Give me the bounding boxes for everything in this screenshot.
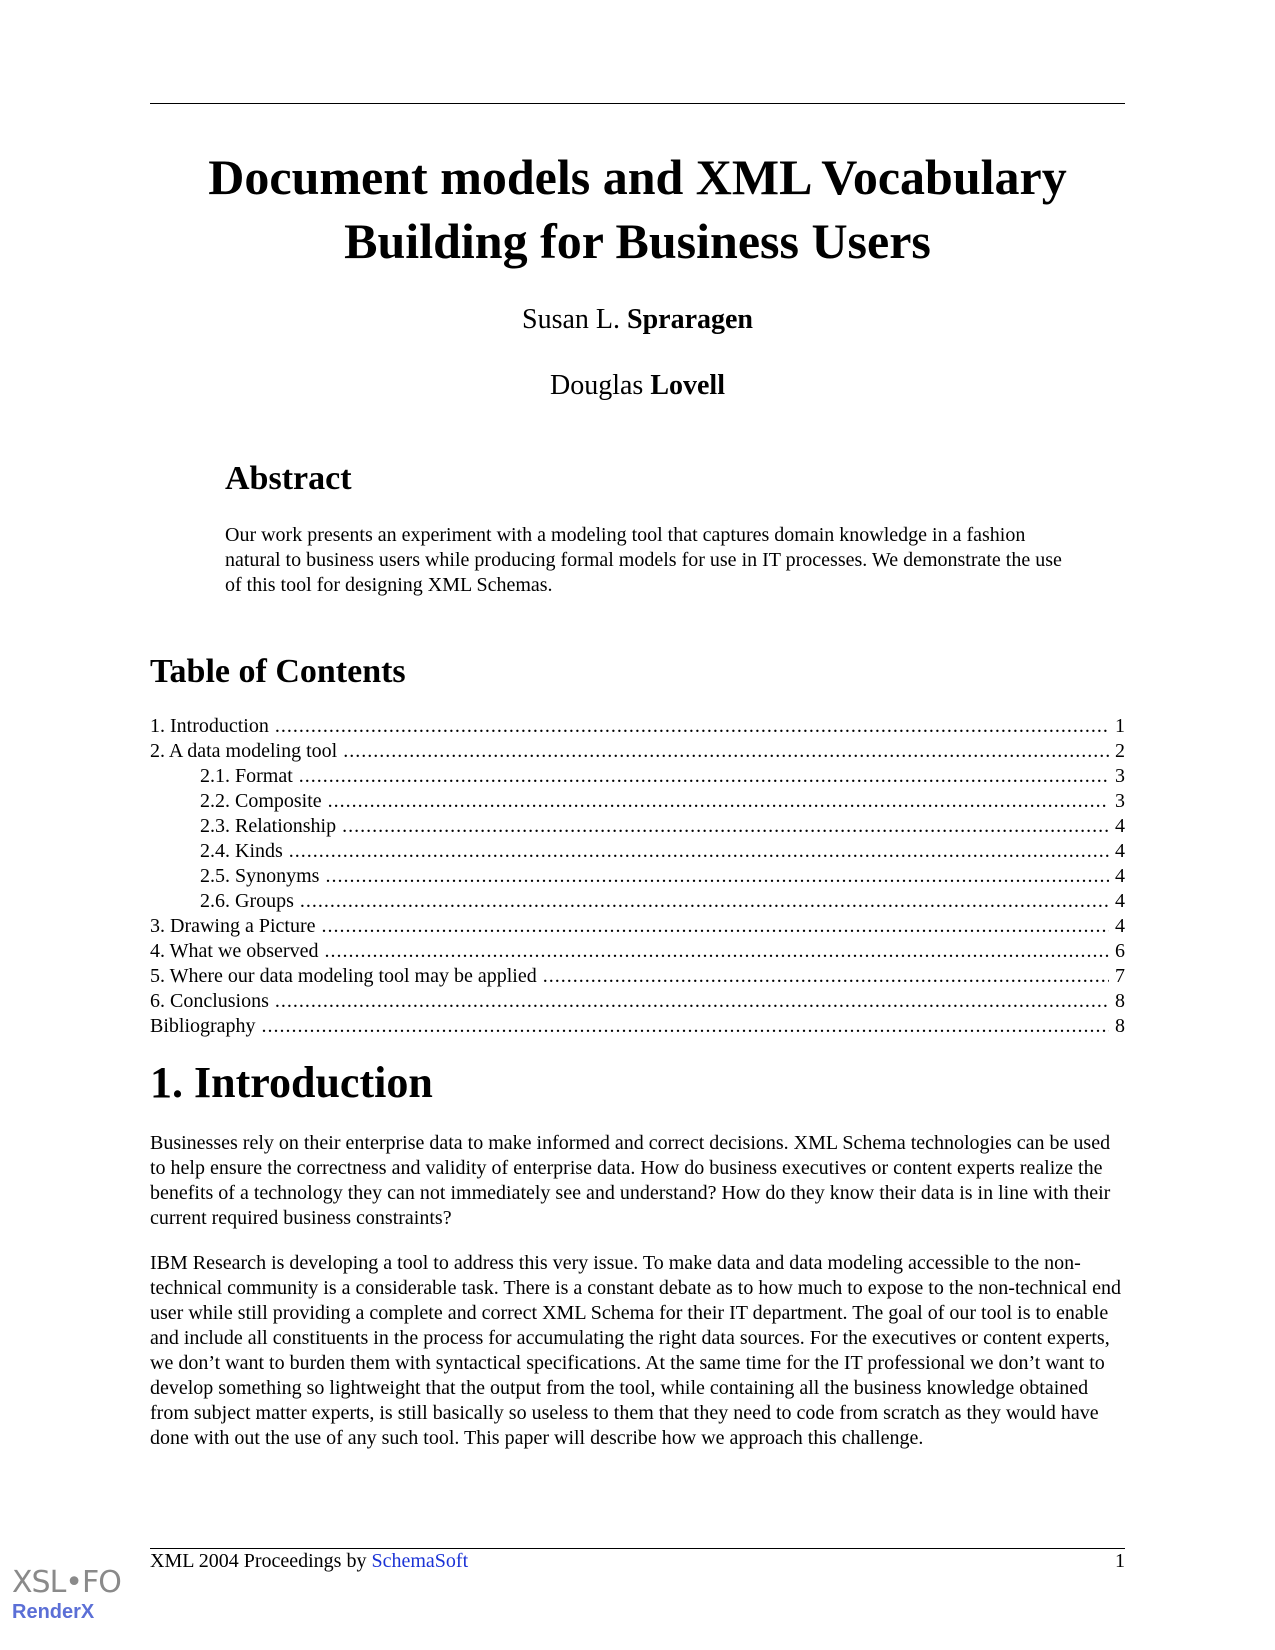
introduction-heading: 1. Introduction bbox=[150, 1058, 433, 1107]
toc-entry-label: 1. Introduction bbox=[150, 715, 269, 737]
renderx-badge[interactable] bbox=[12, 1566, 122, 1624]
toc-entry[interactable] bbox=[150, 814, 1125, 839]
toc-entry[interactable] bbox=[150, 864, 1125, 889]
introduction-paragraph-1: Businesses rely on their enterprise data to make informed and correct decisions. XML Schema technologies can be used to help ensure the correctness and validity of enterprise data. How do business executives or content experts realize the benefits of a technology they can not immediately see and understand? How do they know their data is in line with their current required business constraints? bbox=[150, 1132, 1111, 1229]
footer-page-number: 1 bbox=[1115, 1550, 1125, 1572]
toc-entry[interactable] bbox=[150, 839, 1125, 864]
renderx-logo-text: RenderX bbox=[12, 1601, 95, 1623]
introduction-paragraph-2: IBM Research is developing a tool to address this very issue. To make data and data modeling accessible to the non-technical community is a considerable task. There is a constant debate as to how much to expose to the non-technical end user while still providing a complete and correct XML Schema for their IT department. The goal of our tool is to enable and include all constituents in the process for accumulating the right data sources. For the executives or content experts, we don’t want to burden them with syntactical specifications. At the same time for the IT professional we don’t want to develop something so lightweight that the output from the tool, while containing all the business knowledge obtained from subject matter experts, is still basically so useless to them that they need to code from scratch as they would have done with out the use of any such tool. This paper will describe how we approach this challenge. bbox=[150, 1252, 1121, 1449]
toc-entry-page: 4 bbox=[1115, 840, 1125, 862]
toc-entry-label: 2.5. Synonyms bbox=[200, 865, 320, 887]
toc-entry-label: 6. Conclusions bbox=[150, 990, 269, 1012]
toc-entry-page: 8 bbox=[1115, 990, 1125, 1012]
toc-entry[interactable] bbox=[150, 889, 1125, 914]
author-1-family: Spraragen bbox=[627, 304, 753, 335]
toc-leader-dots bbox=[262, 1014, 1109, 1039]
toc-entry-label: 5. Where our data modeling tool may be applied bbox=[150, 965, 537, 987]
toc-leader-dots bbox=[328, 789, 1109, 814]
toc-entry-page: 4 bbox=[1115, 915, 1125, 937]
toc-leader-dots bbox=[342, 814, 1109, 839]
author-1-given: Susan L. bbox=[522, 304, 620, 335]
toc-leader-dots bbox=[343, 739, 1109, 764]
toc-leader-dots bbox=[275, 714, 1109, 739]
toc-entry-label: 2.6. Groups bbox=[200, 890, 294, 912]
paper-title: Document models and XML Vocabulary Building for Business Users bbox=[208, 149, 1067, 269]
abstract-heading: Abstract bbox=[225, 460, 352, 497]
toc-entry[interactable] bbox=[150, 789, 1125, 814]
toc-leader-dots bbox=[543, 964, 1109, 989]
toc-leader-dots bbox=[275, 989, 1109, 1014]
footer-credit bbox=[150, 1548, 468, 1574]
toc-entry-label: 2.3. Relationship bbox=[200, 815, 337, 837]
toc-entry-label: 2.4. Kinds bbox=[200, 840, 283, 862]
toc-leader-dots bbox=[325, 864, 1109, 889]
toc-entry[interactable] bbox=[150, 964, 1125, 989]
toc-entry-label: 3. Drawing a Picture bbox=[150, 915, 316, 937]
toc-entry[interactable] bbox=[150, 989, 1125, 1014]
toc-entry[interactable] bbox=[150, 739, 1125, 764]
toc-leader-dots bbox=[324, 939, 1109, 964]
footer-prefix: XML 2004 Proceedings by bbox=[150, 1550, 372, 1572]
toc-entry-page: 7 bbox=[1115, 965, 1125, 987]
toc-entry[interactable] bbox=[150, 764, 1125, 789]
toc-entry-page: 4 bbox=[1115, 815, 1125, 837]
toc-entry-label: 2. A data modeling tool bbox=[150, 740, 338, 762]
abstract-text: Our work presents an experiment with a modeling tool that captures domain knowledge in a fashion natural to business users while producing formal models for use in IT processes. We demonstrate the use of this tool for designing XML Schemas. bbox=[225, 524, 1062, 596]
header-rule bbox=[150, 103, 1125, 104]
table-of-contents bbox=[150, 714, 1125, 1039]
toc-entry[interactable] bbox=[150, 939, 1125, 964]
footer-link-schemasoft[interactable]: SchemaSoft bbox=[371, 1550, 469, 1572]
toc-entry-page: 6 bbox=[1115, 940, 1125, 962]
author-2 bbox=[150, 369, 1125, 403]
toc-entry-page: 8 bbox=[1115, 1015, 1125, 1037]
xslfo-logo-text: XSL•FO bbox=[12, 1565, 121, 1600]
toc-leader-dots bbox=[322, 914, 1109, 939]
toc-entry[interactable] bbox=[150, 714, 1125, 739]
author-2-given: Douglas bbox=[550, 370, 644, 401]
toc-heading: Table of Contents bbox=[150, 653, 406, 690]
author-2-family: Lovell bbox=[650, 370, 725, 401]
toc-leader-dots bbox=[289, 839, 1109, 864]
toc-leader-dots bbox=[300, 889, 1109, 914]
toc-entry-page: 4 bbox=[1115, 865, 1125, 887]
toc-entry-page: 3 bbox=[1115, 765, 1125, 787]
toc-entry-page: 4 bbox=[1115, 890, 1125, 912]
toc-entry-page: 1 bbox=[1115, 715, 1125, 737]
author-1 bbox=[150, 303, 1125, 337]
toc-entry-label: 4. What we observed bbox=[150, 940, 319, 962]
toc-entry[interactable] bbox=[150, 914, 1125, 939]
toc-entry-label: Bibliography bbox=[150, 1015, 256, 1037]
toc-entry[interactable] bbox=[150, 1014, 1125, 1039]
toc-leader-dots bbox=[299, 764, 1109, 789]
toc-entry-page: 2 bbox=[1115, 740, 1125, 762]
toc-entry-label: 2.2. Composite bbox=[200, 790, 322, 812]
toc-entry-label: 2.1. Format bbox=[200, 765, 293, 787]
toc-entry-page: 3 bbox=[1115, 790, 1125, 812]
